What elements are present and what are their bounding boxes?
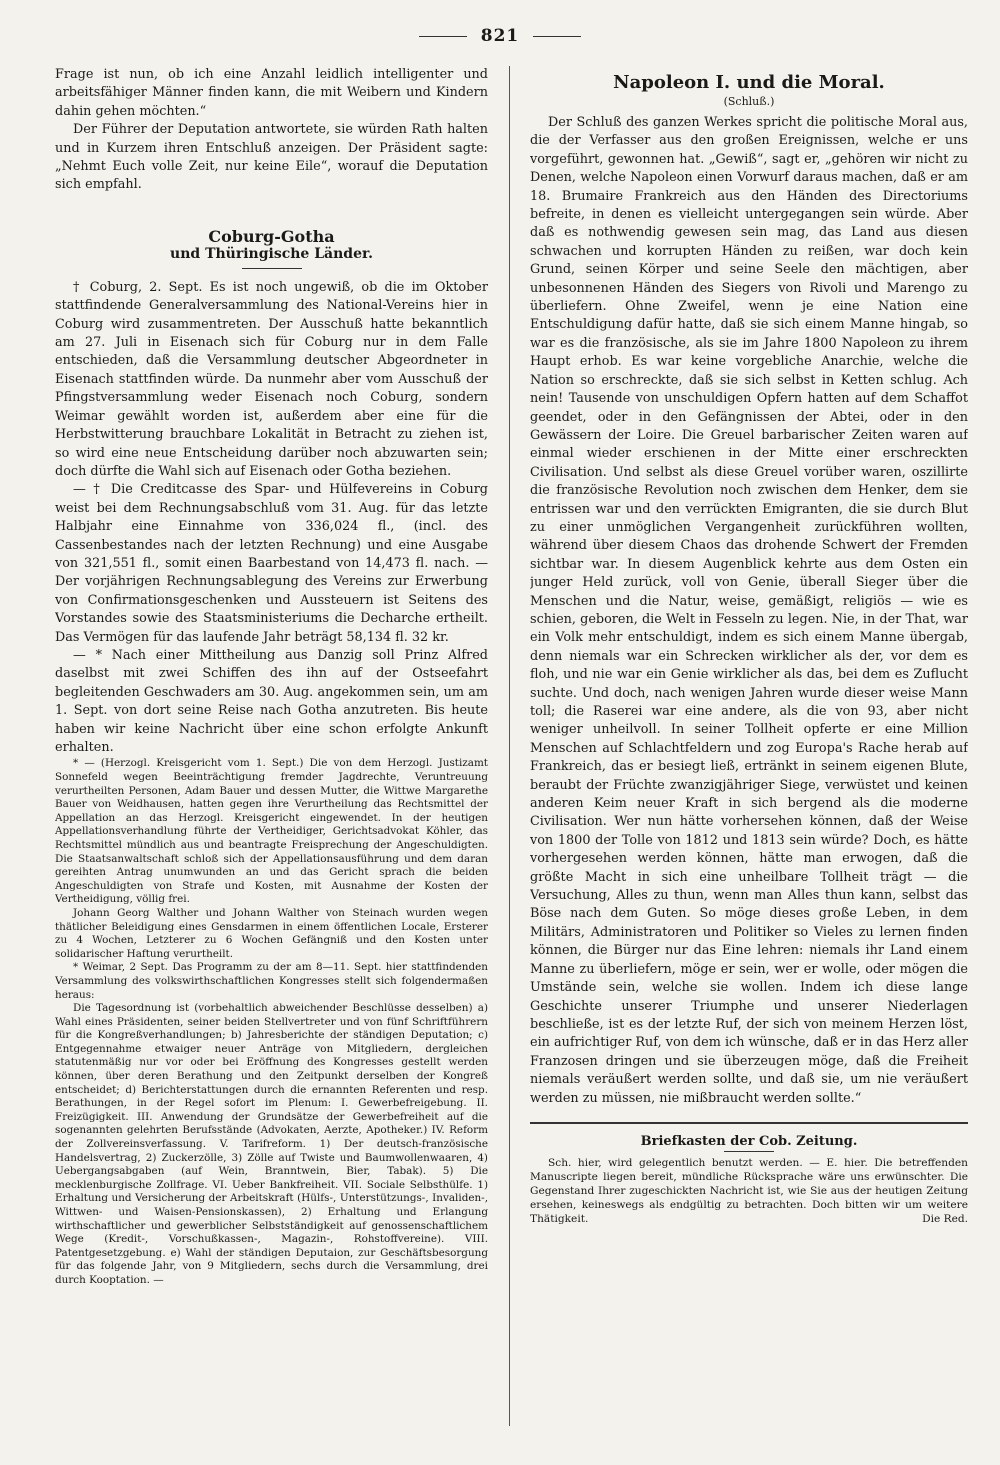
news-paragraph: — * Nach einer Mittheilung aus Danzig soll Prinz Alfred daselbst mit zwei Schiffen des ihn auf der Ostseefahrt begleitenden Geschwaders am 30. Aug. angekommen sein, um am 1. Sept. von dort seine Reise nach Gotha anzutreten. Bis heute haben wir keine Nachricht über eine schon erfolgte Ankunft erhalten. xyxy=(55,647,488,755)
article-end-rule xyxy=(530,1122,968,1124)
briefkasten-text xyxy=(530,1156,968,1226)
news-paragraph: † Coburg, 2. Sept. Es ist noch ungewiß, ob die im Oktober stattfindende Generalversammlung des National-Vereins hier in Coburg wird zusammentreten. Der Ausschuß hatte bekanntlich am 27. Juli in Eisenach sich für Coburg nur in dem Falle entschieden, daß die Versammlung deutscher Abgeordneter in Eisenach stattfinden würde. Da nunmehr aber vom Ausschuß der Pfingstversammlung weder Eisenach noch Coburg, sondern Weimar gewählt worden ist, außerdem aber eine für die Herbstwitterung brauchbare Lokalität in Betracht zu ziehen ist, so wird eine neue Entscheidung darüber noch abzuwarten sein; doch dürfte die Wahl sich auf Eisenach oder Gotha beziehen. xyxy=(55,279,488,479)
intro-paragraph: Frage ist nun, ob ich eine Anzahl leidlich intelligenter und arbeitsfähiger Männer finden kann, die mit Weibern und Kindern dahin gehen möchten.“ xyxy=(55,67,488,119)
small-paragraph: Die Tagesordnung ist (vorbehaltlich abweichender Beschlüsse desselben) a) Wahl eines Präsidenten, seiner beiden Stellvertreter und von fünf Schriftführern für die Kongreßverhandlungen; b) Jahresberichte der ständigen Deputation; c) Entgegennahme etwaiger neuer Anträge von Mitgliedern, dergleichen statutenmäßig nur vor oder bei Eröffnung des Kongresses gestellt werden können, über deren Berathung und den Zeitpunkt derselben der Kongreß entscheidet; d) Berichterstattungen durch die ernannten Referenten und resp. Berathungen, in der Regel sofort im Plenum: I. Gewerbefreigebung. II. Freizügigkeit. III. Anwendung der Grundsätze der Gewerbefreiheit auf die sogenannten gelehrten Berufsstände (Advokaten, Aerzte, Apotheker.) IV. Reform der Zollvereinsverfassung. V. Tarifreform. 1) Der deutsch-französische Handelsvertrag, 2) Zuckerzölle, 3) Zölle auf Twiste und Baumwollenwaaren, 4) Uebergangsabgaben (auf Wein, Branntwein, Bier, Tabak). 5) Die mecklenburgische Zollfrage. VI. Ueber Bankfreiheit. VII. Sociale Selbsthülfe. 1) Erhaltung und Versicherung der Arbeitskraft (Hülfs-, Unterstützungs-, Invaliden-, Wittwen- und Waisen-Pensionskassen), 2) Erhaltung und Erlangung wirthschaftlicher und gewerblicher Selbstständigkeit auf genossenschaftlichem Wege (Kredit-, Vorschußkassen-, Magazin-, Rohstoffvereine). VIII. Patentgesetzgebung. e) Wahl der ständigen Deputaion, zur Geschäftsbesorgung für das folgende Jahr, von 9 Mitgliedern, sechs durch die Versammlung, drei durch Kooptation. — xyxy=(55,1002,488,1286)
news-paragraph: — † Die Creditcasse des Spar- und Hülfevereins in Coburg weist bei dem Rechnungsabschluß vom 31. Aug. für das letzte Halbjahr eine Einnahme von 336,024 fl., (incl. des Cassenbestandes nach der letzten Rechnung) und eine Ausgabe von 321,551 fl., somit einen Baarbestand von 14,473 fl. nach. — Der vorjährigen Rechnungsablegung des Vereins zur Erwerbung von Confirmationsgeschenken und Aussteuern ist Seitens des Vorstandes sowie des Staatsministeriums die Decharche ertheilt. Das Vermögen für das laufende Jahr beträgt 58,134 fl. 32 kr. xyxy=(55,482,488,645)
intro-paragraph: Der Führer der Deputation antwortete, sie würden Rath halten und in Kurzem ihren Entschluß anzeigen. Der Präsident sagte: „Nehmt Euch volle Zeit, nur keine Eile“, worauf die Deputation sich empfahl. xyxy=(55,122,488,193)
page-number-rule-right xyxy=(533,36,581,37)
briefkasten-rule xyxy=(724,1151,774,1152)
section-subheading: und Thüringische Länder. xyxy=(170,245,373,262)
column-divider xyxy=(509,66,510,1426)
small-paragraph: * Weimar, 2 Sept. Das Programm zu der am 8—11. Sept. hier stattfindenden Versammlung des volkswirthschaftlichen Kongresses stellt sich folgendermaßen heraus: xyxy=(55,961,488,1001)
page-number-row xyxy=(0,26,1000,46)
briefkasten xyxy=(530,1134,968,1226)
briefkasten-title: Briefkasten der Cob. Zeitung. xyxy=(640,1133,858,1149)
left-column xyxy=(55,66,488,1431)
page-number-rule-left xyxy=(419,36,467,37)
section-rule xyxy=(242,268,302,269)
right-column xyxy=(530,66,968,1406)
small-paragraph: Johann Georg Walther und Johann Walther von Steinach wurden wegen thätlicher Beleidigung eines Gensdarmen in einem öffentlichen Locale, Ersterer zu 4 Wochen, Letzterer zu 6 Wochen Gefängniß und den Kosten unter solidarischer Haftung verurtheilt. xyxy=(55,906,488,960)
small-print-block xyxy=(55,757,488,1287)
section-heading: Coburg-Gotha xyxy=(208,226,335,246)
briefkasten-signature: Die Red. xyxy=(922,1212,968,1225)
article-title: Napoleon I. und die Moral. xyxy=(613,72,885,93)
small-paragraph: * — (Herzogl. Kreisgericht vom 1. Sept.) Die von dem Herzogl. Justizamt Sonnefeld wegen Beeinträchtigung fremder Jagdrechte, Veruntreuung verurtheilten Personen, Adam Bauer und dessen Mutter, die Wittwe Margarethe Bauer von Weidhausen, hatten gegen ihre Verurtheilung das Rechtsmittel der Appellation an das Herzogl. Kreisgericht eingewendet. In der heutigen Appellationsverhandlung führte der Vertheidiger, Gerichtsadvokat Köhler, das Rechtsmittel mündlich aus und beantragte Freisprechung der Angeschuldigten. Die Staatsanwaltschaft schloß sich der Appellationsausführung und dem daran gereihten Antrag unumwunden an und das Gericht sprach die beiden Angeschuldigten von Strafe und Kosten, mit Ausnahme der Kosten der Vertheidigung, völlig frei. xyxy=(55,757,488,906)
article-paragraph: Der Schluß des ganzen Werkes spricht die politische Moral aus, die der Verfasser aus den großen Ereignissen, welche er uns vorgeführt, gewonnen hat. „Gewiß“, sagt er, „gehören wir nicht zu Denen, welche Napoleon einen Vorwurf daraus machen, daß er am 18. Brumaire Frankreich aus den Händen des Directoriums befreite, in denen es vielleicht untergegangen sein würde. Aber daß es nothwendig gewesen sein mag, das Land aus diesen schwachen und korrupten Händen zu reißen, war doch kein Grund, seinen Körper und seine Seele den mächtigen, aber unbesonnenen Händen des Siegers von Rivoli und Marengo zu überliefern. Ohne Zweifel, wenn je eine Nation eine Entschuldigung dafür hatte, daß sie sich einem Manne hingab, so war es die französische, als sie im Jahre 1800 Napoleon zu ihrem Haupt erhob. Es war keine vorgebliche Anarchie, welche die Nation so erschreckte, daß sie sich selbst in Ketten schlug. Ach nein! Tausende von unschuldigen Opfern hatten auf dem Schaffot geendet, oder in den Gefängnissen der Abtei, oder in den Gewässern der Loire. Die Greuel barbarischer Zeiten waren auf einmal wieder erschienen in der Mitte einer erschreckten Civilisation. Und selbst als diese Greuel vorüber waren, oszillirte die französische Revolution noch zwischen dem Henker, dem sie entrissen war und den verrückten Emigranten, die sie durch Blut zu einer unmöglichen Vergangenheit zurückführen wollten, während über diesem Chaos das drohende Schwert der Fremden sichtbar war. In diesem Augenblick kehrte aus dem Osten ein junger Held zurück, voll von Genie, überall Sieger über die Menschen und die Natur, weise, gemäßigt, religiös — wie es schien, geboren, die Welt in Fesseln zu legen. Nie, in der That, war ein Volk mehr entschuldigt, indem es sich einem Manne übergab, denn niemals war ein Schrecken wirklicher als der, vor dem es floh, und nie war ein Genie wirklicher als das, bei dem es Zuflucht suchte. Und doch, nach wenigen Jahren wurde dieser weise Mann toll; die Raserei war eine andere, als die von 93, aber nicht weniger unheilvoll. In seiner Tollheit opferte er eine Million Menschen auf Schlachtfeldern und zog Europa's Rache herab auf Frankreich, das er besiegt ließ, ertränkt in seinem eigenen Blute, beraubt der Früchte zwanzigjähriger Siege, verwüstet und keinen anderen Keim neuer Kraft in sich bergend als die moderne Civilisation. Wer nun hätte vorhersehen können, daß der Weise von 1800 der Tolle von 1812 und 1813 sein würde? Doch, es hätte vorhergesehen werden können, hätte man erwogen, daß die größte Macht in sich eine unheilbare Tollheit trägt — die Versuchung, Alles zu thun, wenn man Alles thun kann, selbst das Böse nach dem Guten. So möge dieses große Leben, in dem Militärs, Administratoren und Politiker so Vieles zu lernen finden können, die Bürger nur das Eine lehren: niemals ihr Land einem Manne zu überliefern, möge er sein, wer er wolle, oder mögen die Umstände sein, welche sie wollen. Indem ich diese lange Geschichte unserer Triumphe und unserer Niederlagen beschließe, ist es der letzte Ruf, der sich von meinem Herzen löst, ein aufrichtiger Ruf, von dem ich wünsche, daß er in das Herz aller Franzosen dringen und sie überzeugen möge, daß die Freiheit niemals veräußert werden sollte, und daß sie, um nie veräußert werden zu müssen, nie mißbraucht werden sollte.“ xyxy=(530,115,968,1106)
briefkasten-body: Sch. hier, wird gelegentlich benutzt werden. — E. hier. Die betreffenden Manuscripte liegen bereit, mündliche Rücksprache wäre uns erwünschter. Die Gegenstand Ihrer zugeschickten Nachricht ist, wie Sie aus der heutigen Zeitung ersehen, keineswegs als endgültig zu betrachten. Doch bitten wir um weitere Thätigkeit. xyxy=(530,1156,968,1225)
page-number: 821 xyxy=(480,26,520,46)
article-subtitle: (Schluß.) xyxy=(723,95,775,108)
